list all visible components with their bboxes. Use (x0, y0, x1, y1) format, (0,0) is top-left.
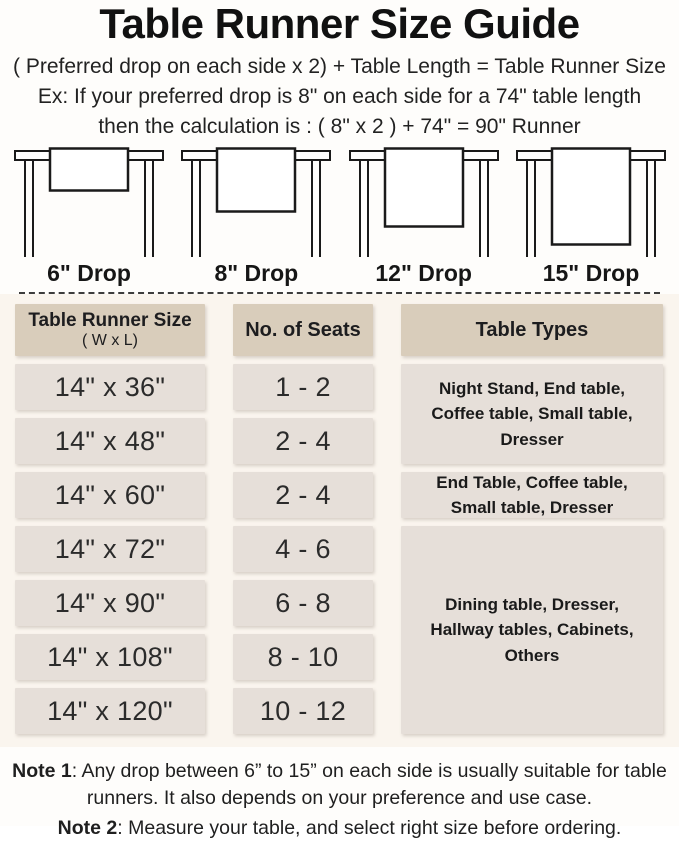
table-drawing-icon (349, 147, 499, 257)
runner-size-cell: 14" x 60" (15, 472, 205, 518)
table-types-cell: Dining table, Dresser, Hallway tables, Cabinets, Others (401, 526, 663, 734)
page-title: Table Runner Size Guide (99, 0, 580, 47)
seats-cell: 6 - 8 (233, 580, 373, 626)
table-drawing-icon (14, 147, 164, 257)
header-table-types: Table Types (401, 304, 663, 356)
drop-label: 12" Drop (375, 260, 472, 287)
seats-cell: 2 - 4 (233, 472, 373, 518)
seats-cell: 10 - 12 (233, 688, 373, 734)
runner-size-cell: 14" x 120" (15, 688, 205, 734)
note-2-text: : Measure your table, and select right size before ordering. (117, 816, 622, 839)
runner-size-cell: 14" x 72" (15, 526, 205, 572)
header-runner-size-line1: Table Runner Size (28, 310, 192, 332)
table-illustration (515, 147, 667, 287)
seats-cell: 4 - 6 (233, 526, 373, 572)
size-table (15, 304, 663, 734)
header-runner-size-line2: ( W x L) (82, 331, 138, 349)
table-illustration (180, 147, 332, 287)
header-seats: No. of Seats (233, 304, 373, 356)
runner-size-cell: 14" x 90" (15, 580, 205, 626)
table-drawing-icon (516, 147, 666, 257)
table-illustration (348, 147, 500, 287)
runner-size-cell: 14" x 108" (15, 634, 205, 680)
runner-size-cell: 14" x 48" (15, 418, 205, 464)
example-line-1: Ex: If your preferred drop is 8" on each side for a 74" table length (37, 85, 642, 109)
table-illustration (13, 147, 165, 287)
note-1-label: Note 1 (12, 760, 72, 783)
seats-cell: 8 - 10 (233, 634, 373, 680)
formula-text: ( Preferred drop on each side x 2) + Table Length = Table Runner Size (13, 55, 666, 79)
notes-block (0, 747, 679, 841)
drop-label: 8" Drop (214, 260, 299, 287)
illustrations-row (0, 139, 679, 287)
runner-size-cell: 14" x 36" (15, 364, 205, 410)
header-runner-size (15, 304, 205, 356)
drop-label: 15" Drop (542, 260, 640, 287)
seats-cell: 1 - 2 (233, 364, 373, 410)
table-types-cell: End Table, Coffee table, Small table, Dresser (401, 472, 663, 518)
example-line-2: then the calculation is : ( 8" x 2 ) + 74" = 90" Runner (98, 115, 581, 139)
table-section (0, 294, 679, 747)
seats-cell: 2 - 4 (233, 418, 373, 464)
table-types-cell: Night Stand, End table, Coffee table, Small table, Dresser (401, 364, 663, 464)
note-1 (3, 758, 676, 811)
table-drawing-icon (181, 147, 331, 257)
drop-label: 6" Drop (47, 260, 131, 287)
note-2-label: Note 2 (57, 816, 118, 839)
note-1-text: : Any drop between 6” to 15” on each side is usually suitable for table runners. It also depends on your preference and use case. (71, 760, 667, 809)
note-2 (3, 815, 676, 841)
